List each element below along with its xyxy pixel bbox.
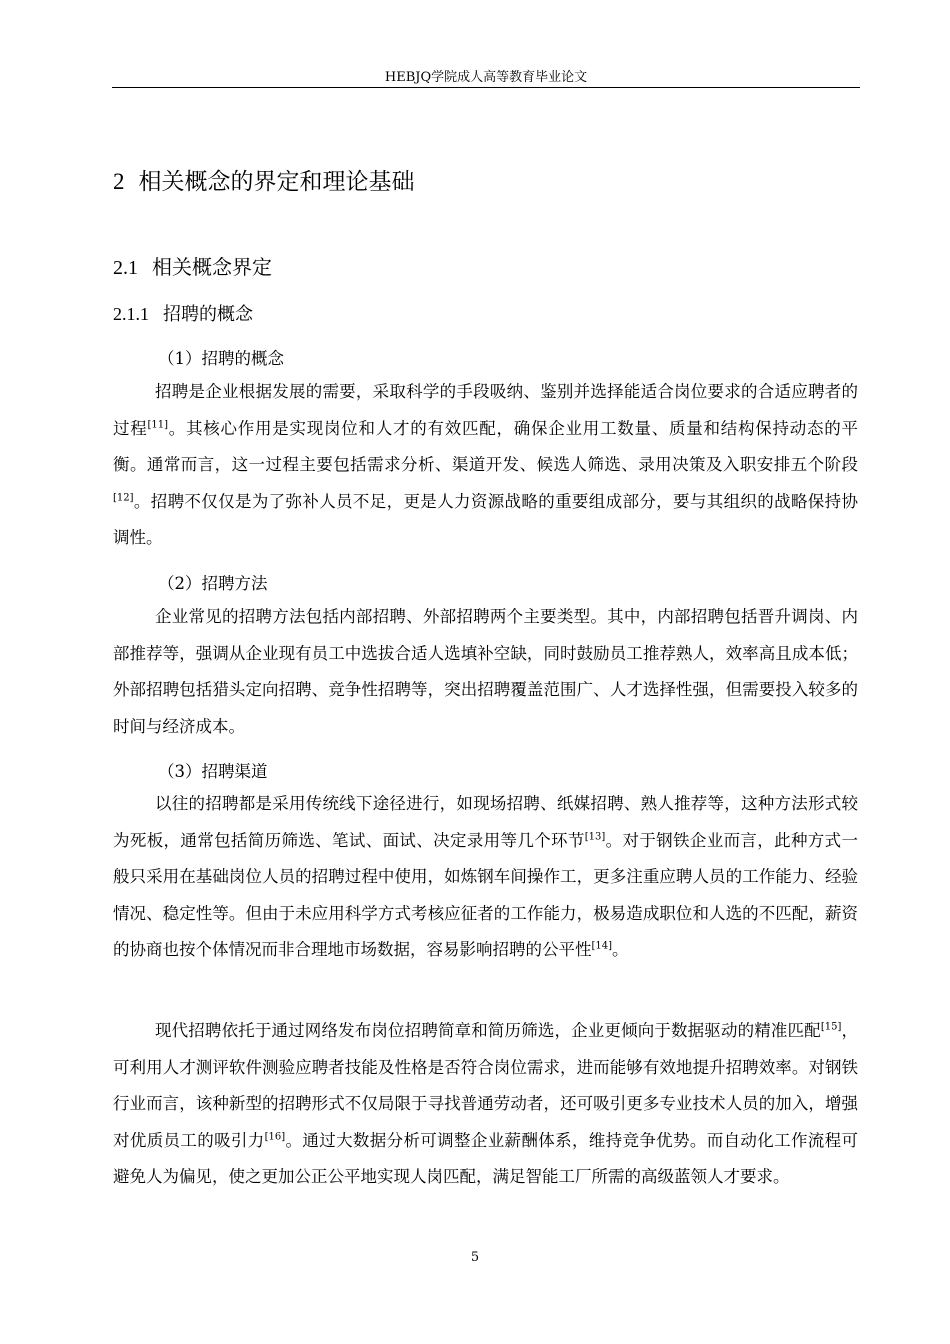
section-title: 相关概念界定 [152,255,272,279]
paragraph-3: 以往的招聘都是采用传统线下途径进行，如现场招聘、纸媒招聘、熟人推荐等，这种方法形式较为死板，通常包括简历筛选、笔试、面试、决定录用等几个环节[13]。对于钢铁企业而言，此种方式一般只采用在基础岗位人员的招聘过程中使用，如炼钢车间操作工，更多注重应聘人员的工作能力、经验情况、稳定性等。但由于未应用科学方式考核应征者的工作能力，极易造成职位和人选的不匹配，薪资的协商也按个体情况而非合理地市场数据，容易影响招聘的公平性[14]。 [113,794,859,960]
citation: [12] [113,492,134,504]
section-heading [113,251,272,280]
citation: [13] [584,831,606,843]
section-number: 2.1 [113,257,138,279]
chapter-heading [113,163,415,196]
item-heading-2: （2）招聘方法 [158,574,268,593]
paragraph-2: 企业常见的招聘方法包括内部招聘、外部招聘两个主要类型。其中，内部招聘包括晋升调岗、内部推荐等，强调从企业现有员工中选拔合适人选填补空缺，同时鼓励员工推荐熟人，效率高且成本低；外部招聘包括猎头定向招聘、竞争性招聘等，突出招聘覆盖范围广、人才选择性强，但需要投入较多的时间与经济成本。 [113,607,858,736]
citation: [14] [591,940,613,952]
header-rule [112,87,860,88]
subsection-number: 2.1.1 [113,304,149,324]
chapter-number: 2 [113,169,125,194]
running-header: HEBJQ学院成人高等教育毕业论文 [384,70,588,85]
item-heading-1: （1）招聘的概念 [158,349,284,368]
citation: [16] [264,1131,286,1143]
paragraph-1: 招聘是企业根据发展的需要，采取科学的手段吸纳、鉴别并选择能适合岗位要求的合适应聘者的过程[11]。其核心作用是实现岗位和人才的有效匹配，确保企业用工数量、质量和结构保持动态的平衡。通常而言，这一过程主要包括需求分析、渠道开发、候选人筛选、录用决策及入职安排五个阶段[12]。招聘不仅仅是为了弥补人员不足，更是人力资源战略的重要组成部分，要与其组织的战略保持协调性。 [113,382,859,548]
citation: [11] [147,419,169,431]
subsection-heading [113,300,253,326]
subsection-title: 招聘的概念 [163,304,253,325]
paragraph-4: 现代招聘依托于通过网络发布岗位招聘简章和简历筛选，企业更倾向于数据驱动的精准匹配[15]，可利用人才测评软件测验应聘者技能及性格是否符合岗位需求，进而能够有效地提升招聘效率。对钢铁行业而言，该种新型的招聘形式不仅局限于寻找普通劳动者，还可吸引更多专业技术人员的加入，增强对优质员工的吸引力[16]。通过大数据分析可调整企业薪酬体系，维持竞争优势。而自动化工作流程可避免人为偏见，使之更加公正公平地实现人岗匹配，满足智能工厂所需的高级蓝领人才要求。 [113,1021,859,1187]
item-heading-3: （3）招聘渠道 [158,762,268,781]
citation: [15] [820,1021,842,1033]
page-number: 5 [470,1250,480,1265]
chapter-title: 相关概念的界定和理论基础 [138,169,415,195]
